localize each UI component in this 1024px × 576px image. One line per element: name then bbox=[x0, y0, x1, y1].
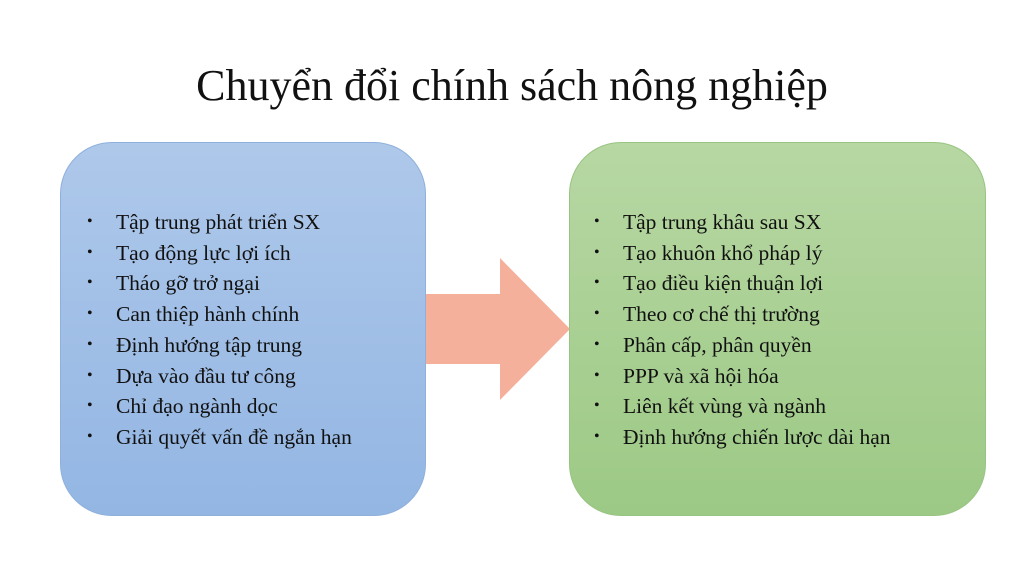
list-item bbox=[594, 238, 891, 269]
bullet-icon: • bbox=[87, 397, 93, 415]
list-item bbox=[87, 238, 352, 269]
new-policy-box bbox=[569, 142, 986, 516]
list-item bbox=[87, 422, 352, 453]
slide-title: Chuyển đổi chính sách nông nghiệp bbox=[196, 61, 828, 110]
bullet-icon: • bbox=[594, 397, 600, 415]
list-item bbox=[87, 361, 352, 392]
list-item-text: Can thiệp hành chính bbox=[116, 302, 300, 327]
list-item-text: Dựa vào đầu tư công bbox=[116, 363, 296, 388]
list-item bbox=[87, 207, 352, 238]
list-item bbox=[87, 330, 352, 361]
list-item bbox=[87, 268, 352, 299]
bullet-icon: • bbox=[594, 243, 600, 261]
new-policy-list bbox=[594, 207, 891, 453]
list-item bbox=[87, 299, 352, 330]
bullet-icon: • bbox=[87, 274, 93, 292]
bullet-icon: • bbox=[87, 305, 93, 323]
bullet-icon: • bbox=[594, 274, 600, 292]
list-item-text: Phân cấp, phân quyền bbox=[623, 332, 812, 357]
bullet-icon: • bbox=[594, 335, 600, 353]
arrow-shape bbox=[426, 258, 570, 400]
list-item-text: Định hướng chiến lược dài hạn bbox=[623, 424, 891, 449]
bullet-icon: • bbox=[87, 335, 93, 353]
list-item-text: Tạo điều kiện thuận lợi bbox=[623, 271, 824, 296]
list-item-text: Theo cơ chế thị trường bbox=[623, 302, 820, 327]
list-item bbox=[594, 391, 891, 422]
list-item bbox=[594, 330, 891, 361]
current-policy-box bbox=[60, 142, 426, 516]
list-item-text: Liên kết vùng và ngành bbox=[623, 394, 827, 419]
bullet-icon: • bbox=[87, 243, 93, 261]
bullet-icon: • bbox=[594, 213, 600, 230]
list-item-text: PPP và xã hội hóa bbox=[623, 363, 779, 388]
list-item bbox=[87, 391, 352, 422]
list-item-text: Tập trung khâu sau SX bbox=[623, 210, 822, 234]
list-item-text: Chỉ đạo ngành dọc bbox=[116, 394, 278, 419]
list-item bbox=[594, 422, 891, 453]
list-item bbox=[594, 361, 891, 392]
list-item-text: Tạo động lực lợi ích bbox=[116, 240, 291, 265]
list-item-text: Tập trung phát triển SX bbox=[116, 210, 321, 234]
current-policy-list bbox=[87, 207, 352, 453]
bullet-icon: • bbox=[594, 366, 600, 384]
right-arrow-icon bbox=[426, 258, 570, 400]
list-item bbox=[594, 299, 891, 330]
bullet-icon: • bbox=[87, 213, 93, 230]
bullet-icon: • bbox=[87, 427, 93, 445]
list-item-text: Tháo gỡ trở ngại bbox=[116, 271, 260, 296]
bullet-icon: • bbox=[594, 305, 600, 323]
list-item bbox=[594, 207, 891, 238]
list-item-text: Giải quyết vấn đề ngắn hạn bbox=[116, 424, 352, 449]
list-item-text: Định hướng tập trung bbox=[116, 332, 303, 357]
list-item bbox=[594, 268, 891, 299]
bullet-icon: • bbox=[87, 366, 93, 384]
bullet-icon: • bbox=[594, 427, 600, 445]
list-item-text: Tạo khuôn khổ pháp lý bbox=[623, 240, 823, 265]
